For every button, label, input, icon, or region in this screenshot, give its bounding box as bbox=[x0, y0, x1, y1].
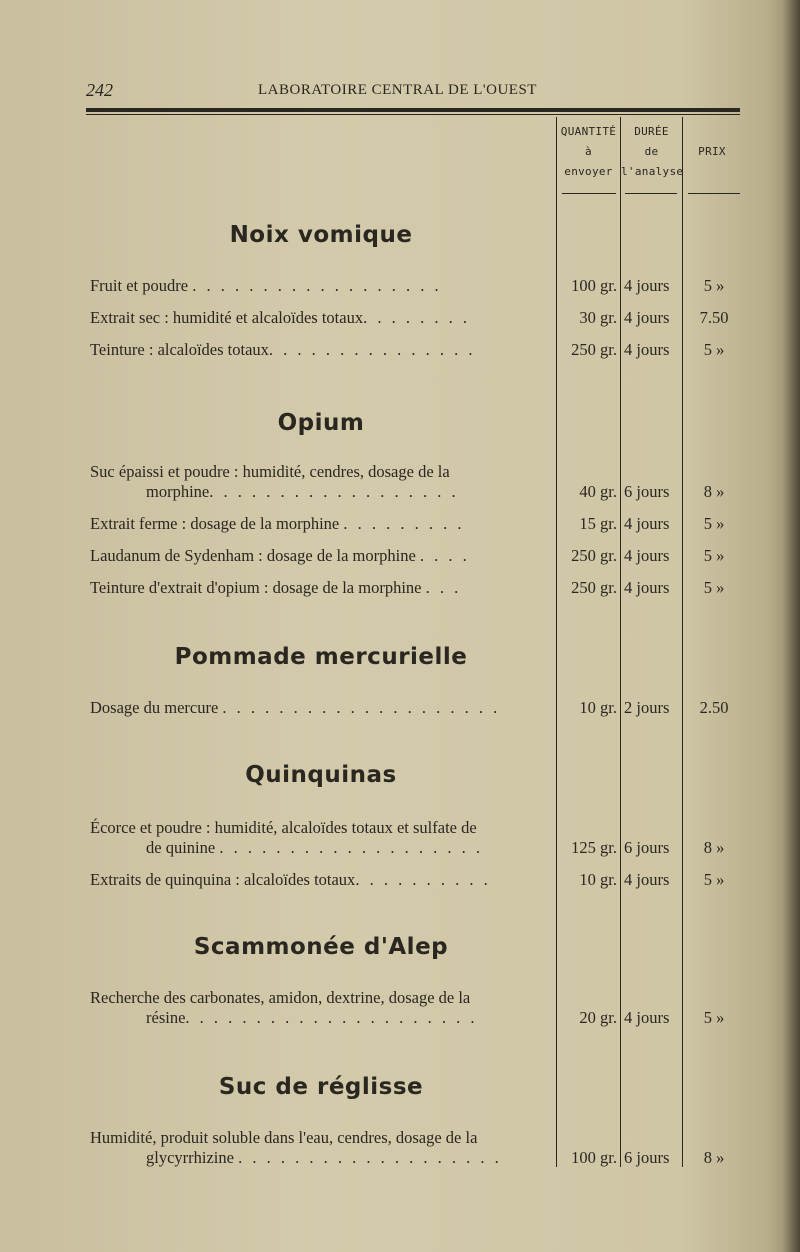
entry-price: 5 » bbox=[703, 870, 725, 889]
entry-quantity: 20 gr. bbox=[579, 1008, 617, 1027]
entry-label: Extrait ferme : dosage de la morphine . . . . . . . . . bbox=[90, 514, 465, 533]
entry-price: 2.50 bbox=[699, 698, 729, 717]
entry-label: Laudanum de Sydenham : dosage de la morphine . . . . bbox=[90, 546, 470, 565]
column-divider bbox=[620, 117, 621, 1167]
section-title: Noix vomique bbox=[229, 222, 413, 248]
entry-price: 5 » bbox=[703, 578, 725, 597]
section-title: Scammonée d'Alep bbox=[193, 934, 449, 960]
entry-price: 5 » bbox=[703, 276, 725, 295]
entry-duration: 4 jours bbox=[624, 546, 670, 565]
running-title: LABORATOIRE CENTRAL DE L'OUEST bbox=[258, 82, 537, 98]
section-title: Opium bbox=[277, 410, 365, 436]
entry-quantity: 250 gr. bbox=[571, 340, 617, 359]
entry-duration: 6 jours bbox=[624, 482, 670, 501]
entry-quantity: 15 gr. bbox=[579, 514, 617, 533]
page-number: 242 bbox=[86, 80, 113, 100]
column-header-price: PRIX bbox=[698, 145, 726, 158]
entry-label: Fruit et poudre . . . . . . . . . . . . . . . . . . bbox=[90, 276, 442, 295]
page-edge bbox=[782, 0, 800, 1252]
entry-duration: 6 jours bbox=[624, 838, 670, 857]
entry-quantity: 100 gr. bbox=[571, 1148, 617, 1167]
entry-duration: 4 jours bbox=[624, 870, 670, 889]
entry-price: 8 » bbox=[703, 1148, 725, 1167]
entry-label: Recherche des carbonates, amidon, dextrine, dosage de la résine. . . . . . . . . . . . . . . . . . . . . bbox=[90, 988, 478, 1027]
entry-label: Suc épaissi et poudre : humidité, cendres, dosage de la morphine. . . . . . . . . . . . . . . . . . bbox=[90, 462, 459, 501]
entry-quantity: 250 gr. bbox=[571, 578, 617, 597]
entry-label: Extraits de quinquina : alcaloïdes totaux. . . . . . . . . . bbox=[90, 870, 491, 889]
entry-quantity: 30 gr. bbox=[579, 308, 617, 327]
column-header-duration: DURÉE de l'analyse bbox=[621, 125, 684, 178]
header-rule-thin bbox=[86, 114, 740, 115]
entry-price: 8 » bbox=[703, 838, 725, 857]
entry-price: 8 » bbox=[703, 482, 725, 501]
column-header-rule bbox=[562, 193, 616, 194]
entry-quantity: 125 gr. bbox=[571, 838, 617, 857]
entry-duration: 4 jours bbox=[624, 276, 670, 295]
page-header bbox=[86, 80, 740, 102]
entry-price: 5 » bbox=[703, 1008, 725, 1027]
entry-price: 7.50 bbox=[699, 308, 729, 327]
entry-quantity: 10 gr. bbox=[579, 698, 617, 717]
entry-duration: 4 jours bbox=[624, 308, 670, 327]
entry-label: Teinture d'extrait d'opium : dosage de la morphine . . . bbox=[90, 578, 462, 597]
section-title: Pommade mercurielle bbox=[174, 644, 468, 670]
entry-label: Teinture : alcaloïdes totaux. . . . . . . . . . . . . . . bbox=[90, 340, 476, 359]
entry-label: Dosage du mercure . . . . . . . . . . . . . . . . . . . . bbox=[90, 698, 501, 717]
entry-quantity: 250 gr. bbox=[571, 546, 617, 565]
entry-price: 5 » bbox=[703, 514, 725, 533]
section-title: Suc de réglisse bbox=[218, 1074, 424, 1100]
column-divider bbox=[682, 117, 683, 1167]
entry-duration: 6 jours bbox=[624, 1148, 670, 1167]
entry-price: 5 » bbox=[703, 546, 725, 565]
entry-duration: 4 jours bbox=[624, 514, 670, 533]
column-header-quantity: QUANTITÉ à envoyer bbox=[560, 125, 617, 178]
entry-duration: 4 jours bbox=[624, 578, 670, 597]
entry-quantity: 40 gr. bbox=[579, 482, 617, 501]
entry-duration: 4 jours bbox=[624, 340, 670, 359]
column-header-rule bbox=[688, 193, 740, 194]
header-rule bbox=[86, 108, 740, 112]
entry-label: Extrait sec : humidité et alcaloïdes totaux. . . . . . . . bbox=[90, 308, 470, 327]
entry-duration: 2 jours bbox=[624, 698, 670, 717]
entry-price: 5 » bbox=[703, 340, 725, 359]
entry-quantity: 100 gr. bbox=[571, 276, 617, 295]
entry-quantity: 10 gr. bbox=[579, 870, 617, 889]
entry-label: Écorce et poudre : humidité, alcaloïdes totaux et sulfate de de quinine . . . . . . . . . . . . . . . . . . . bbox=[90, 818, 483, 857]
section-title: Quinquinas bbox=[245, 762, 397, 788]
entry-duration: 4 jours bbox=[624, 1008, 670, 1027]
entry-label: Humidité, produit soluble dans l'eau, cendres, dosage de la glycyrrhizine . . . . . . . . . . . . . . . . . . . bbox=[90, 1128, 502, 1167]
column-header-rule bbox=[625, 193, 677, 194]
